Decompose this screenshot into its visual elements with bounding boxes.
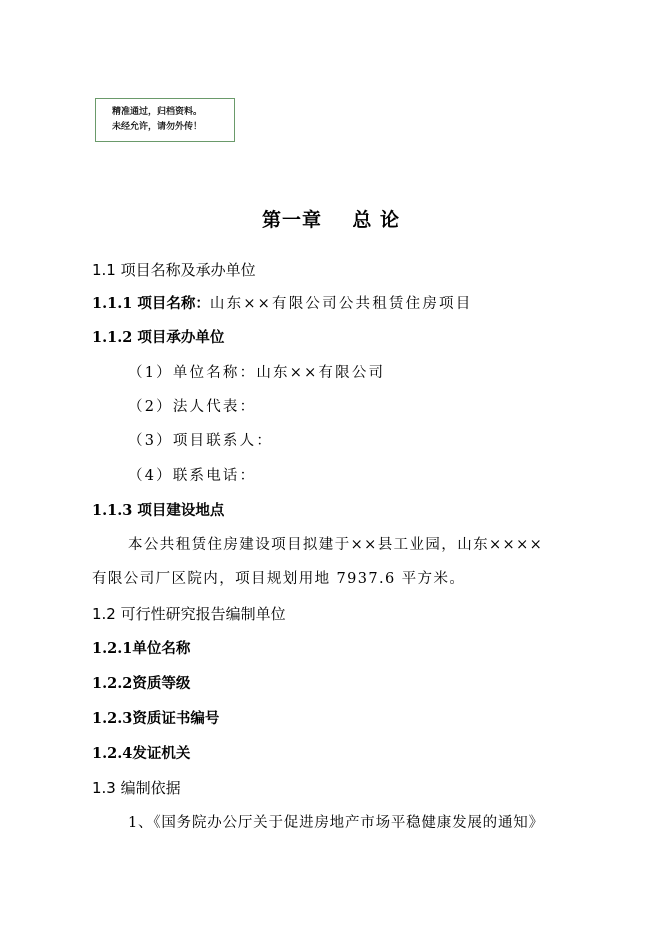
- section-1-2-heading: 1.2 可行性研究报告编制单位: [92, 605, 286, 623]
- chapter-title: 第一章 总 论: [261, 209, 401, 231]
- section-1-2-4-heading: 1.2.4发证机关: [92, 745, 191, 762]
- legal-rep-line: （2）法人代表：: [128, 399, 257, 415]
- stamp-line-1: 精准通过，归档资料。: [112, 107, 203, 117]
- contact-line: （3）项目联系人：: [128, 433, 274, 449]
- section-1-2-2-heading: 1.2.2资质等级: [92, 675, 191, 692]
- section-1-1-heading: 1.1 项目名称及承办单位: [92, 261, 256, 279]
- project-name-label: 1.1.1 项目名称：: [92, 295, 210, 312]
- phone-line: （4）联系电话：: [128, 468, 257, 484]
- site-paragraph-line-1: 本公共租赁住房建设项目拟建于××县工业园，山东××××: [128, 537, 544, 553]
- section-1-3-heading: 1.3 编制依据: [92, 779, 181, 797]
- stamp-line-2: 未经允许，请勿外传！: [112, 122, 203, 132]
- unit-name-line: （1）单位名称：山东××有限公司: [128, 365, 386, 381]
- section-1-1-3-heading: 1.1.3 项目建设地点: [92, 502, 225, 519]
- section-1-2-3-heading: 1.2.3资质证书编号: [92, 710, 220, 727]
- project-name-value: 山东××有限公司公共租赁住房项目: [209, 296, 473, 312]
- basis-item-1: 1、《国务院办公厅关于促进房地产市场平稳健康发展的通知》: [128, 815, 544, 831]
- section-1-2-1-heading: 1.2.1单位名称: [92, 640, 191, 657]
- watermark-stamp: [95, 98, 235, 142]
- section-1-1-1-heading: [92, 295, 472, 313]
- section-1-1-2-heading: 1.1.2 项目承办单位: [92, 329, 225, 346]
- site-paragraph-line-2: 有限公司厂区院内，项目规划用地 7937.6 平方米。: [92, 571, 466, 587]
